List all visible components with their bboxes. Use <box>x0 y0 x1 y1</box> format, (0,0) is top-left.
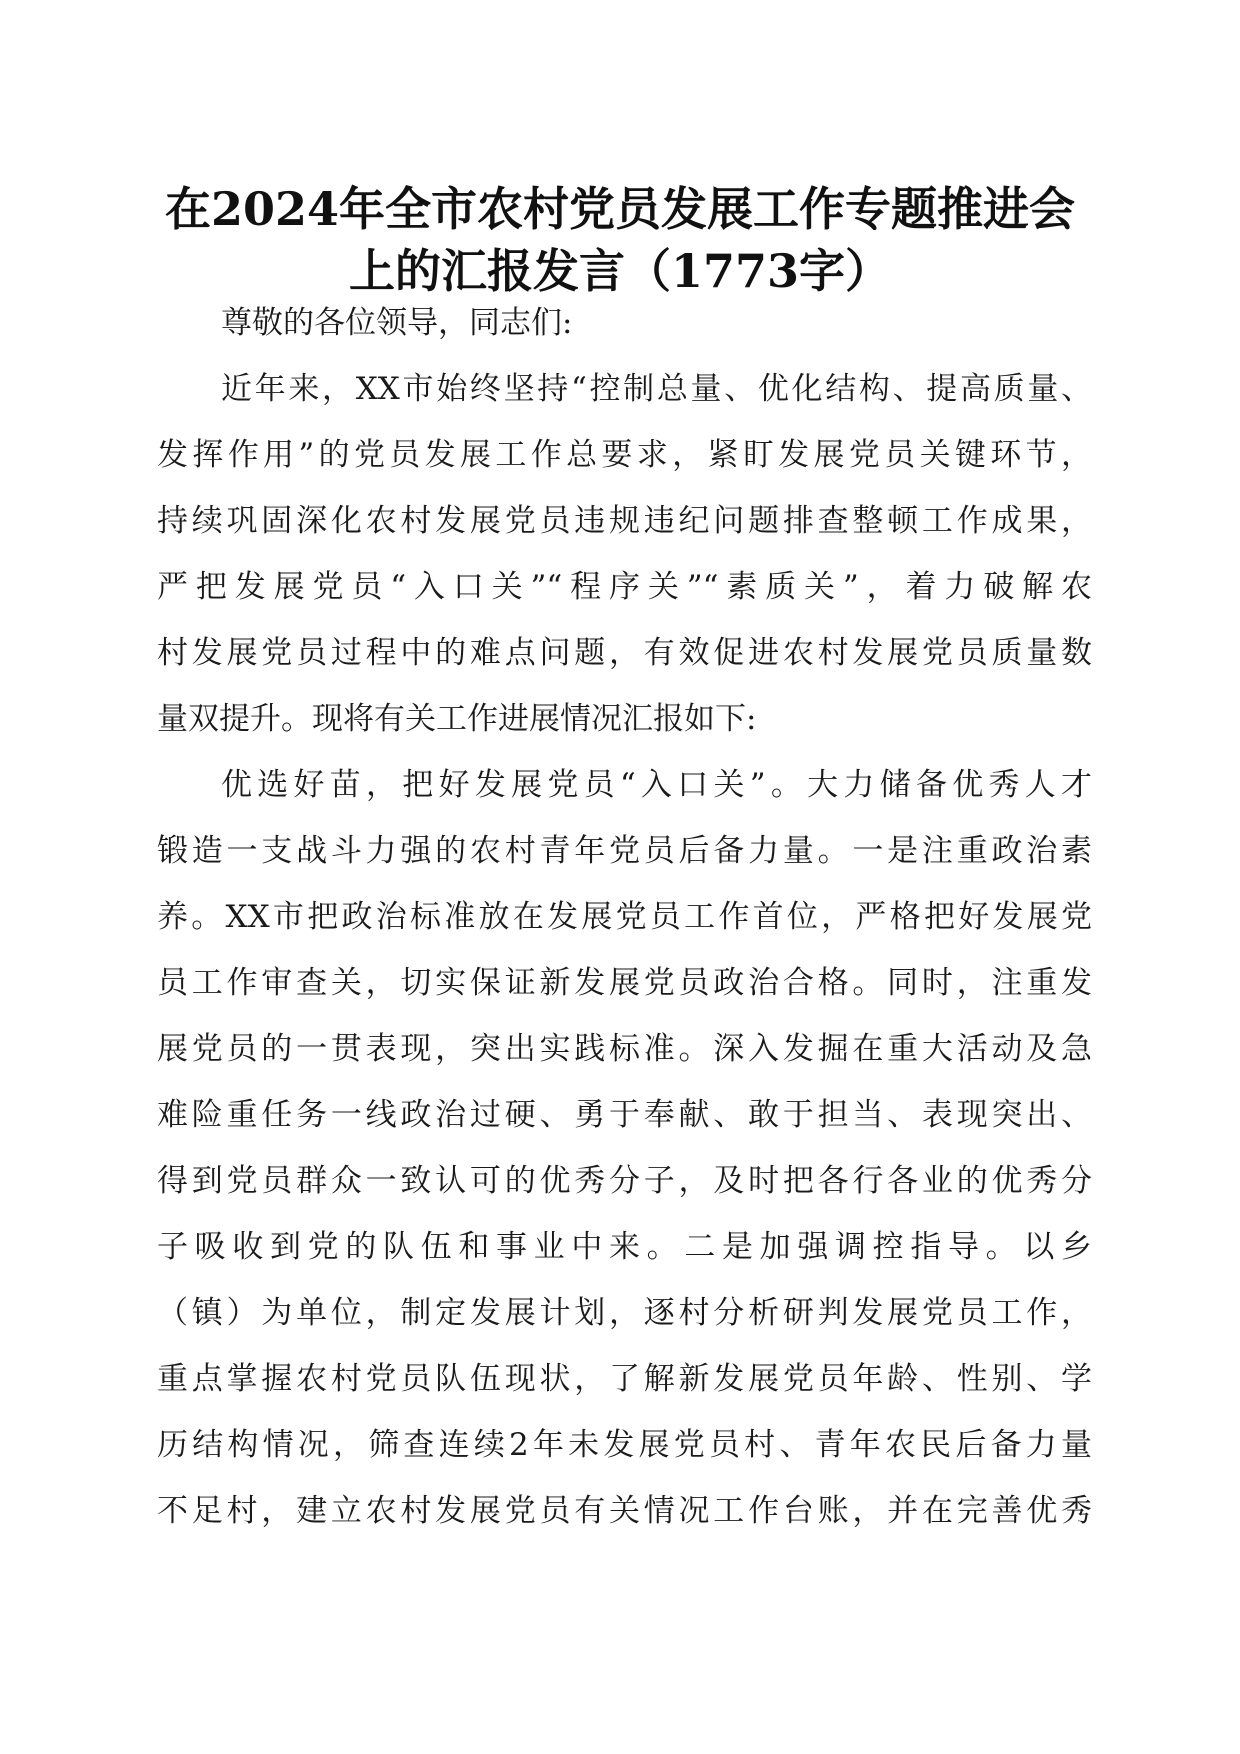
paragraph-1-line-3: 持续巩固深化农村发展党员违规违纪问题排查整顿工作成果， <box>157 503 1092 539</box>
title-line-1: 在2024年全市农村党员发展工作专题推进会 <box>164 182 1076 236</box>
paragraph-2-line-2: 锻造一支战斗力强的农村青年党员后备力量。一是注重政治素 <box>157 833 1092 869</box>
paragraph-1-line-4: 严把发展党员“入口关”“程序关”“素质关”，着力破解农 <box>157 569 1092 605</box>
paragraph-1-line-6: 量双提升。现将有关工作进展情况汇报如下: <box>157 701 757 737</box>
paragraph-2-line-3: 养。XX市把政治标准放在发展党员工作首位，严格把好发展党 <box>157 899 1092 935</box>
paragraph-2-line-12: 不足村，建立农村发展党员有关情况工作台账，并在完善优秀 <box>157 1493 1092 1529</box>
paragraph-1-line-1: 近年来，XX市始终坚持“控制总量、优化结构、提高质量、 <box>221 371 1092 407</box>
paragraph-2-line-9: （镇）为单位，制定发展计划，逐村分析研判发展党员工作， <box>157 1295 1092 1331</box>
paragraph-2-line-5: 展党员的一贯表现，突出实践标准。深入发掘在重大活动及急 <box>157 1031 1092 1067</box>
paragraph-2-line-1: 优选好苗，把好发展党员“入口关”。大力储备优秀人才 <box>221 767 1092 803</box>
document-title <box>140 178 1100 302</box>
paragraph-2-line-6: 难险重任务一线政治过硬、勇于奉献、敢于担当、表现突出、 <box>157 1097 1092 1133</box>
paragraph-2-line-4: 员工作审查关，切实保证新发展党员政治合格。同时，注重发 <box>157 965 1092 1001</box>
paragraph-2-line-7: 得到党员群众一致认可的优秀分子，及时把各行各业的优秀分 <box>157 1163 1092 1199</box>
paragraph-2-line-8: 子吸收到党的队伍和事业中来。二是加强调控指导。以乡 <box>157 1229 1092 1265</box>
paragraph-1-line-2: 发挥作用”的党员发展工作总要求，紧盯发展党员关键环节， <box>157 437 1092 473</box>
paragraph-1-line-5: 村发展党员过程中的难点问题，有效促进农村发展党员质量数 <box>157 635 1092 671</box>
salutation-line: 尊敬的各位领导，同志们: <box>221 305 573 341</box>
paragraph-2-line-10: 重点掌握农村党员队伍现状，了解新发展党员年龄、性别、学 <box>157 1361 1092 1397</box>
title-line-2: 上的汇报发言（1773字） <box>348 244 892 298</box>
paragraph-2-line-11: 历结构情况，筛查连续2年未发展党员村、青年农民后备力量 <box>157 1427 1092 1463</box>
document-body <box>157 290 1092 1544</box>
